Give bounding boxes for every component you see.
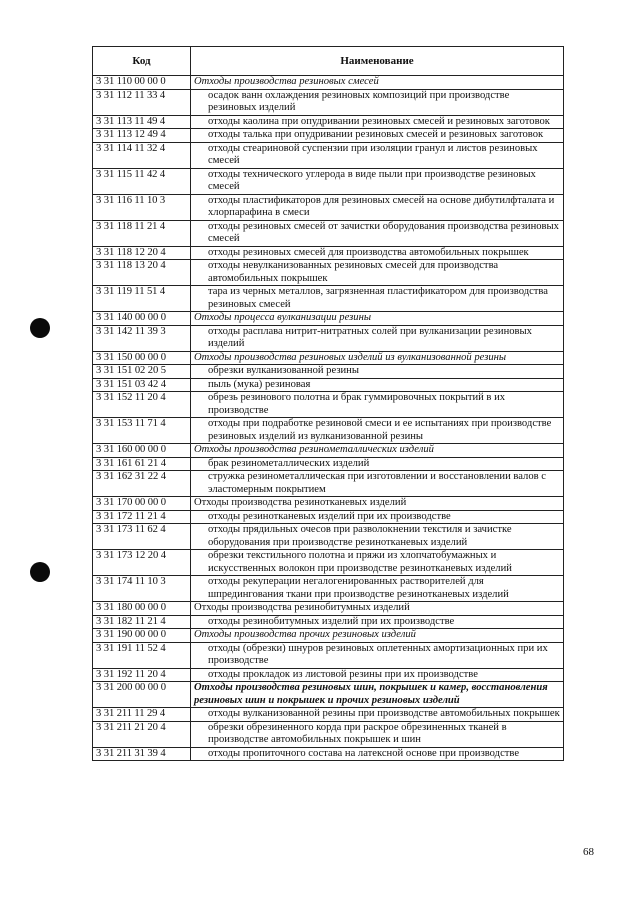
waste-name-cell	[191, 721, 564, 747]
waste-name-text: отходы рекуперации негалогенированных растворителей для шпредингования ткани при производстве резинотканевых изделий	[208, 576, 509, 600]
waste-code-cell: 3 31 191 11 52 4	[93, 642, 191, 668]
waste-code-cell: 3 31 112 11 33 4	[93, 89, 191, 115]
waste-name-text: Отходы производства резинобитумных изделий	[194, 602, 410, 613]
waste-name-cell	[191, 351, 564, 365]
waste-name-cell	[191, 365, 564, 379]
table-row	[93, 246, 564, 260]
waste-code-cell: 3 31 150 00 00 0	[93, 351, 191, 365]
table-row	[93, 721, 564, 747]
waste-code-cell: 3 31 115 11 42 4	[93, 168, 191, 194]
waste-code-cell: 3 31 114 11 32 4	[93, 142, 191, 168]
waste-code-cell: 3 31 211 21 20 4	[93, 721, 191, 747]
waste-name-cell	[191, 142, 564, 168]
table-group-row	[93, 602, 564, 616]
waste-name-text: отходы расплава нитрит-нитратных солей при вулканизации резиновых изделий	[208, 325, 532, 349]
waste-name-text: Отходы процесса вулканизации резины	[194, 312, 372, 323]
table-row	[93, 524, 564, 550]
waste-name-cell	[191, 378, 564, 392]
table-row	[93, 392, 564, 418]
waste-name-text: Отходы производства прочих резиновых изделий	[194, 629, 416, 640]
waste-code-cell: 3 31 190 00 00 0	[93, 629, 191, 643]
waste-code-cell: 3 31 200 00 00 0	[93, 682, 191, 708]
waste-name-cell	[191, 418, 564, 444]
waste-name-cell	[191, 444, 564, 458]
waste-code-cell: 3 31 173 11 62 4	[93, 524, 191, 550]
table-row	[93, 510, 564, 524]
waste-name-cell	[191, 642, 564, 668]
waste-name-cell	[191, 76, 564, 90]
waste-name-text: отходы резинобитумных изделий при их производстве	[208, 615, 455, 627]
waste-code-cell: 3 31 192 11 20 4	[93, 668, 191, 682]
table-row	[93, 747, 564, 761]
table-group-row	[93, 682, 564, 708]
table-row	[93, 115, 564, 129]
table-row	[93, 457, 564, 471]
table-row	[93, 576, 564, 602]
waste-name-cell	[191, 510, 564, 524]
waste-name-text: обрезки обрезиненного корда при раскрое обрезиненных тканей в производстве автомобильных покрышек и шин	[208, 721, 507, 745]
waste-name-text: отходы резиновых смесей для производства автомобильных покрышек	[208, 246, 529, 258]
waste-code-cell: 3 31 116 11 10 3	[93, 194, 191, 220]
table-row	[93, 286, 564, 312]
table-row	[93, 89, 564, 115]
waste-name-cell	[191, 194, 564, 220]
waste-name-cell	[191, 115, 564, 129]
table-row	[93, 471, 564, 497]
table-group-row	[93, 629, 564, 643]
waste-code-cell: 3 31 118 12 20 4	[93, 246, 191, 260]
waste-name-text: Отходы производства резинотканевых изделий	[194, 497, 407, 508]
waste-name-cell	[191, 392, 564, 418]
table-header-row	[93, 47, 564, 76]
waste-name-text: отходы вулканизованной резины при производстве автомобильных покрышек	[208, 708, 560, 719]
waste-code-cell: 3 31 160 00 00 0	[93, 444, 191, 458]
waste-name-cell	[191, 457, 564, 471]
waste-name-text: пыль (мука) резиновая	[208, 378, 311, 390]
waste-name-cell	[191, 550, 564, 576]
waste-code-cell: 3 31 140 00 00 0	[93, 312, 191, 326]
table-row	[93, 418, 564, 444]
waste-name-text: тара из черных металлов, загрязненная пластификатором для производства резиновых смесей	[208, 286, 548, 310]
table-row	[93, 129, 564, 143]
waste-name-cell	[191, 260, 564, 286]
table-body	[93, 76, 564, 761]
waste-name-text: отходы пропиточного состава на латексной основе при производстве	[208, 747, 520, 759]
waste-name-text: стружка резинометаллическая при изготовлении и восстановлении валов с эластомерным покрытием	[208, 471, 546, 495]
waste-name-text: отходы невулканизованных резиновых смесей для производства автомобильных покрышек	[208, 260, 499, 284]
table-group-row	[93, 351, 564, 365]
waste-name-cell	[191, 668, 564, 682]
waste-name-cell	[191, 129, 564, 143]
table-group-row	[93, 497, 564, 511]
waste-name-text: Отходы производства резиновых смесей	[194, 76, 379, 87]
waste-name-cell	[191, 682, 564, 708]
table-row	[93, 168, 564, 194]
waste-name-cell	[191, 708, 564, 722]
waste-name-text: брак резинометаллических изделий	[208, 457, 370, 469]
waste-code-cell: 3 31 142 11 39 3	[93, 325, 191, 351]
column-header-name: Наименование	[191, 47, 564, 76]
waste-name-cell	[191, 286, 564, 312]
waste-name-cell	[191, 246, 564, 260]
waste-name-text: осадок ванн охлаждения резиновых композиций при производстве резиновых изделий	[208, 89, 510, 113]
waste-name-cell	[191, 497, 564, 511]
waste-name-cell	[191, 524, 564, 550]
waste-code-cell: 3 31 174 11 10 3	[93, 576, 191, 602]
waste-name-text: отходы талька при опудривании резиновых смесей и резиновых заготовок	[208, 129, 544, 140]
waste-name-cell	[191, 471, 564, 497]
waste-name-text: Отходы производства резиновых изделий из вулканизованной резины	[194, 351, 507, 363]
punch-hole-mark	[30, 562, 50, 582]
waste-name-cell	[191, 576, 564, 602]
waste-name-text: отходы каолина при опудривании резиновых смесей и резиновых заготовок	[208, 115, 550, 127]
table-row	[93, 668, 564, 682]
waste-code-cell: 3 31 211 11 29 4	[93, 708, 191, 722]
table-group-row	[93, 76, 564, 90]
waste-code-cell: 3 31 118 11 21 4	[93, 220, 191, 246]
page-number: 68	[583, 846, 594, 858]
waste-name-text: отходы прокладок из листовой резины при их производстве	[208, 668, 478, 680]
waste-code-cell: 3 31 182 11 21 4	[93, 615, 191, 629]
table-row	[93, 260, 564, 286]
table-row	[93, 642, 564, 668]
waste-code-cell: 3 31 172 11 21 4	[93, 510, 191, 524]
table-row	[93, 550, 564, 576]
column-header-code: Код	[93, 47, 191, 76]
waste-code-cell: 3 31 161 61 21 4	[93, 457, 191, 471]
waste-code-cell: 3 31 153 11 71 4	[93, 418, 191, 444]
waste-name-text: отходы при подработке резиновой смеси и ее испытаниях при производстве резиновых изделий из вулканизованной резины	[208, 418, 552, 442]
table-row	[93, 220, 564, 246]
waste-name-cell	[191, 220, 564, 246]
waste-code-cell: 3 31 118 13 20 4	[93, 260, 191, 286]
waste-code-cell: 3 31 151 03 42 4	[93, 378, 191, 392]
waste-name-text: обрезь резинового полотна и брак гуммировочных покрытий в их производстве	[208, 392, 506, 416]
waste-code-cell: 3 31 180 00 00 0	[93, 602, 191, 616]
table-row	[93, 194, 564, 220]
waste-name-text: отходы стеариновой суспензии при изоляции гранул и листов резиновых смесей	[208, 142, 538, 166]
waste-name-cell	[191, 602, 564, 616]
waste-code-cell: 3 31 152 11 20 4	[93, 392, 191, 418]
waste-name-text: Отходы производства резиновых шин, покрышек и камер, восстановления резиновых шин и покрышек и прочих резиновых изделий	[194, 682, 548, 706]
table-group-row	[93, 444, 564, 458]
waste-name-text: отходы прядильных очесов при разволокнении текстиля и зачистке оборудования при производстве резинотканевых изделий	[208, 524, 512, 548]
waste-code-cell: 3 31 113 12 49 4	[93, 129, 191, 143]
table-row	[93, 365, 564, 379]
table-row	[93, 325, 564, 351]
punch-hole-mark	[30, 318, 50, 338]
table-row	[93, 378, 564, 392]
waste-code-cell: 3 31 110 00 00 0	[93, 76, 191, 90]
waste-name-cell	[191, 629, 564, 643]
waste-name-text: отходы (обрезки) шнуров резиновых оплетенных амортизационных при их производстве	[208, 642, 548, 666]
waste-code-cell: 3 31 170 00 00 0	[93, 497, 191, 511]
waste-name-text: отходы технического углерода в виде пыли при производстве резиновых смесей	[208, 168, 536, 192]
waste-code-cell: 3 31 151 02 20 5	[93, 365, 191, 379]
waste-name-cell	[191, 89, 564, 115]
table-row	[93, 708, 564, 722]
table-group-row	[93, 312, 564, 326]
waste-name-text: обрезки текстильного полотна и пряжи из хлопчатобумажных и искусственных волокон при производстве резинотканевых изделий	[208, 550, 512, 574]
waste-name-text: отходы пластификаторов для резиновых смесей на основе дибутилфталата и хлорпарафина в смеси	[208, 194, 555, 218]
waste-name-cell	[191, 312, 564, 326]
waste-code-cell: 3 31 162 31 22 4	[93, 471, 191, 497]
table-row	[93, 142, 564, 168]
waste-name-text: отходы резинотканевых изделий при их производстве	[208, 510, 451, 522]
waste-code-cell: 3 31 113 11 49 4	[93, 115, 191, 129]
waste-code-table	[92, 46, 564, 761]
waste-name-text: Отходы производства резинометаллических изделий	[194, 444, 434, 455]
waste-name-text: обрезки вулканизованной резины	[208, 365, 359, 376]
waste-code-cell: 3 31 119 11 51 4	[93, 286, 191, 312]
waste-name-cell	[191, 747, 564, 761]
waste-code-cell: 3 31 173 12 20 4	[93, 550, 191, 576]
waste-name-cell	[191, 615, 564, 629]
table-row	[93, 615, 564, 629]
waste-code-cell: 3 31 211 31 39 4	[93, 747, 191, 761]
waste-name-cell	[191, 168, 564, 194]
waste-name-cell	[191, 325, 564, 351]
waste-name-text: отходы резиновых смесей от зачистки оборудования производства резиновых смесей	[208, 220, 559, 244]
